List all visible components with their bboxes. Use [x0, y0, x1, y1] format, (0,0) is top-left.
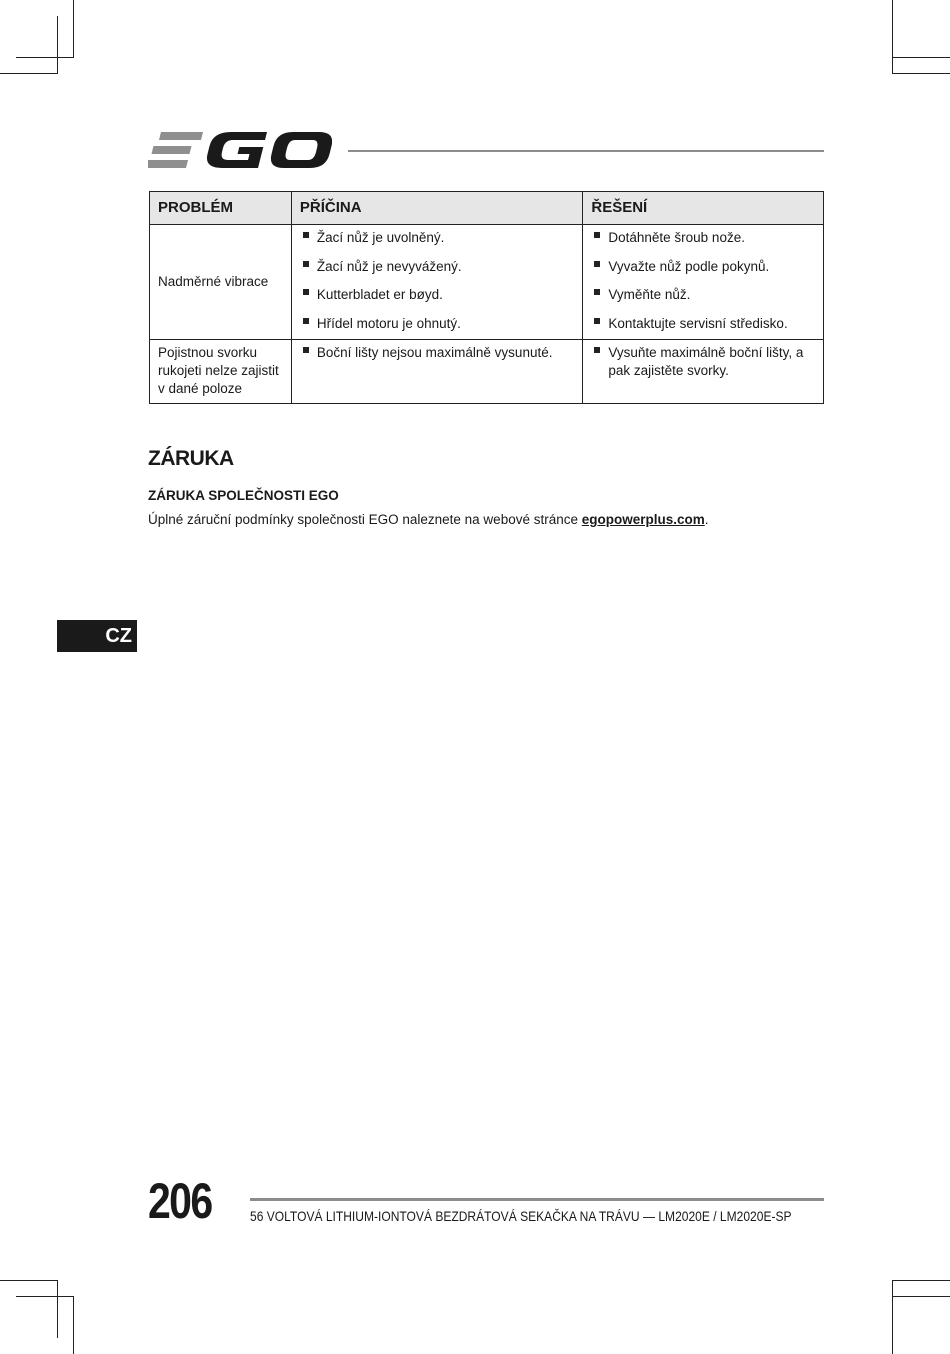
warranty-link[interactable]: egopowerplus.com	[581, 512, 705, 527]
list-item: Hřídel motoru je ohnutý.	[300, 311, 575, 340]
crop-mark	[0, 1280, 58, 1281]
crop-mark	[892, 0, 893, 74]
crop-mark	[16, 57, 74, 58]
warranty-paragraph	[148, 512, 709, 527]
page-number: 206	[148, 1173, 212, 1229]
list-item: Vysuňte maximálně boční lišty, a pak zajistěte svorky.	[591, 340, 815, 384]
list-item: Kutterbladet er bøyd.	[300, 282, 575, 311]
list-item: Žací nůž je uvolněný.	[300, 225, 575, 254]
troubleshooting-table	[149, 191, 824, 404]
crop-mark	[892, 73, 950, 74]
crop-mark	[57, 16, 58, 74]
header-solution: ŘEŠENÍ	[583, 192, 824, 225]
list-item: Boční lišty nejsou maximálně vysunuté.	[300, 340, 575, 366]
table-row	[150, 225, 824, 340]
crop-mark	[73, 1296, 74, 1354]
solution-cell	[583, 340, 824, 404]
table-header-row	[150, 192, 824, 225]
table-row	[150, 340, 824, 404]
crop-mark	[892, 1280, 950, 1281]
footer-text: 56 VOLTOVÁ LITHIUM-IONTOVÁ BEZDRÁTOVÁ SEKAČKA NA TRÁVU — LM2020E / LM2020E-SP	[250, 1208, 792, 1224]
warranty-subtitle: ZÁRUKA SPOLEČNOSTI EGO	[148, 488, 339, 503]
ego-logo	[148, 128, 332, 172]
cause-cell	[291, 225, 583, 340]
list-item: Dotáhněte šroub nože.	[591, 225, 815, 254]
crop-mark	[892, 57, 950, 58]
problem-cell: Pojistnou svorku rukojeti nelze zajistit v dané poloze	[150, 340, 292, 404]
crop-mark	[0, 73, 58, 74]
crop-mark	[73, 0, 74, 58]
crop-mark	[57, 1280, 58, 1338]
warranty-text-end: .	[704, 512, 709, 527]
solution-cell	[583, 225, 824, 340]
warranty-text: Úplné záruční podmínky společnosti EGO naleznete na webové stránce	[148, 512, 582, 527]
problem-cell: Nadměrné vibrace	[150, 225, 292, 340]
language-tab: CZ	[57, 620, 137, 652]
header-cause: PŘÍČINA	[291, 192, 583, 225]
header-rule	[348, 150, 824, 152]
list-item: Vyvažte nůž podle pokynů.	[591, 254, 815, 283]
list-item: Žací nůž je nevyvážený.	[300, 254, 575, 283]
warranty-title: ZÁRUKA	[148, 447, 234, 470]
crop-mark	[892, 1296, 950, 1297]
crop-mark	[16, 1296, 74, 1297]
list-item: Kontaktujte servisní středisko.	[591, 311, 815, 340]
header-problem: PROBLÉM	[150, 192, 292, 225]
cause-cell	[291, 340, 583, 404]
footer-rule	[250, 1198, 824, 1201]
list-item: Vyměňte nůž.	[591, 282, 815, 311]
crop-mark	[892, 1280, 893, 1354]
